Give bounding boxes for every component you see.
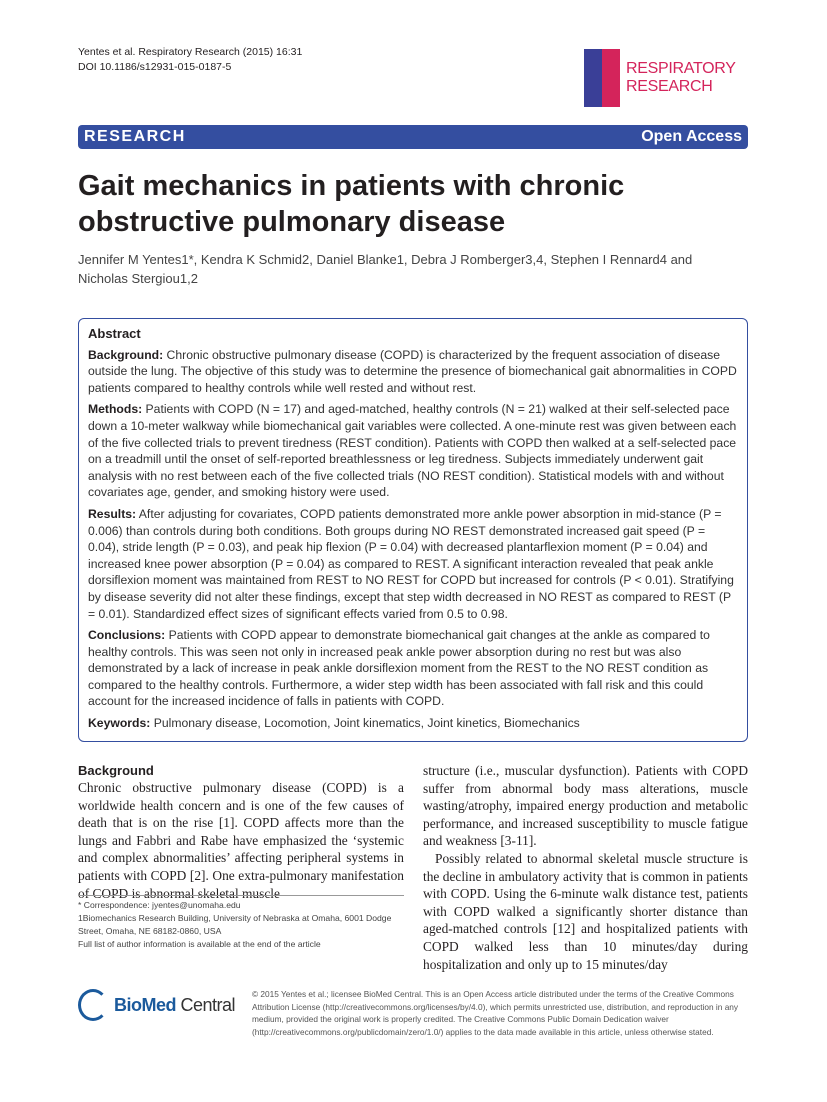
doi: DOI 10.1186/s12931-015-0187-5 xyxy=(78,61,232,73)
body-column-right xyxy=(423,762,748,973)
correspondence: * Correspondence: jyentes@unomaha.edu xyxy=(78,900,241,910)
article-type-banner xyxy=(78,125,748,149)
body-paragraph: Chronic obstructive pulmonary disease (COPD) is a worldwide health concern and is one of the few causes of death that is on the rise [1]. COPD affects more than the lungs and Fabbri and Rabe have emphasized the ‘systemic and complex abnormalities’ affecting peripheral systems in patients with COPD [2]. One extra-pulmonary manifestation of COPD is abnormal skeletal muscle xyxy=(78,780,404,901)
journal-logo-icon xyxy=(584,49,620,107)
abstract-heading: Abstract xyxy=(88,326,141,341)
citation-block xyxy=(78,45,302,75)
affiliation: 1Biomechanics Research Building, University of Nebraska at Omaha, 6001 Dodge Street, Omaha, NE 68182-0860, USA xyxy=(78,913,392,936)
authors: Jennifer M Yentes1*, Kendra K Schmid2, Daniel Blanke1, Debra J Romberger3,4, Stephen I Rennard4 and Nicholas Stergiou1,2 xyxy=(78,252,693,286)
biomed-central-logo: BioMed Central xyxy=(78,987,238,1023)
article-title: Gait mechanics in patients with chronic obstructive pulmonary disease xyxy=(78,170,625,238)
abstract-conclusions: Conclusions: Patients with COPD appear to demonstrate biomechanical gait changes at the ankle as compared to healthy controls. This was seen not only in increased peak ankle power absorption during no rest but was also demonstrated by a lack of increase in peak ankle dorsiflexion moment from the REST to the NO REST condition as compared to the healthy controls. Furthermore, a wider step width has been associated with fall risk and this could account for the increased incidence of falls in patients with COPD. xyxy=(88,628,710,709)
abstract-results: Results: After adjusting for covariates, COPD patients demonstrated more ankle power absorption in mid-stance (P = 0.006) than controls during both conditions. Both groups during NO REST demonstrated increased gait speed (P = 0.04), stride length (P = 0.03), and peak hip flexion (P = 0.04) with decreased plantarflexion moment (P = 0.04) and increased knee power absorption (P = 0.04) as compared to REST. A significant interaction revealed that peak ankle dorsiflexion moment was maintained from REST to NO REST for COPD but increased for controls (P < 0.01). Stratifying by disease severity did not alter these findings, except that step width decreased in NO REST as compared to REST (P = 0.01). Standardized effect sizes of significant effects varied from 0.5 to 0.98. xyxy=(88,506,734,621)
open-access-label: Open Access xyxy=(641,128,742,145)
abstract-methods: Methods: Patients with COPD (N = 17) and aged-matched, healthy controls (N = 21) walked at their self-selected pace down a 10-meter walkway while biomechanical gait variables were collected. A one-minute rest was given between each of the five collected trials to prevent tiredness (REST condition). Patients with COPD then walked at a self-selected pace on a treadmill until the onset of self-reported breathlessness or leg tiredness. Subjects immediately underwent gait analysis with no rest between each of the five collected trials (NO REST condition). Statistical models with and without covariates age, gender, and smoking history were used. xyxy=(88,402,737,500)
author-info-note: Full list of author information is available at the end of the article xyxy=(78,939,321,949)
abstract-box xyxy=(78,318,748,742)
citation: Yentes et al. Respiratory Research (2015) 16:31 xyxy=(78,46,303,58)
body-column-left xyxy=(78,762,404,902)
footnotes xyxy=(78,895,404,951)
biomed-central-logo-icon xyxy=(78,989,108,1021)
journal-name-line1: RESPIRATORY xyxy=(626,60,736,77)
body-paragraph-continued: structure (i.e., muscular dysfunction). Patients with COPD suffer from abnormal body mass alterations, muscle wasting/atrophy, impaired energy production and metabolic performance, and increased susceptibility to muscle fatigue and weakness [3-11]. xyxy=(423,763,748,849)
license-text: © 2015 Yentes et al.; licensee BioMed Central. This is an Open Access article distributed under the terms of the Creative Commons Attribution License (http://creativecommons.org/licenses/by/4.0), which permits unrestricted use, distribution, and reproduction in any medium, provided the original work is properly credited. The Creative Commons Public Domain Dedication waiver (http://creativecommons.org/publicdomain/zero/1.0/) applies to the data made available in this article, unless otherwise stated. xyxy=(252,989,739,1037)
journal-logo xyxy=(584,48,754,108)
section-heading-background: Background xyxy=(78,763,154,778)
abstract-background: Background: Chronic obstructive pulmonary disease (COPD) is characterized by the frequent association of disease outside the lung. The objective of this study was to determine the presence of biomechanical gait abnormalities in COPD patients compared to healthy controls while well rested and without rest. xyxy=(88,347,737,395)
body-paragraph: Possibly related to abnormal skeletal muscle structure is the decline in ambulatory activity that is common in patients with COPD. Using the 6-minute walk distance test, patients with COPD walked a significantly shorter distance than aged-matched controls [12] and hospitalized patients with COPD walked less than 10 minutes/day during hospitalization and only up to 15 minutes/day xyxy=(423,850,748,972)
journal-name-line2: RESEARCH xyxy=(626,78,713,95)
article-type: RESEARCH xyxy=(84,128,186,145)
abstract-keywords: Keywords: Pulmonary disease, Locomotion, Joint kinematics, Joint kinetics, Biomechanics xyxy=(88,716,580,731)
